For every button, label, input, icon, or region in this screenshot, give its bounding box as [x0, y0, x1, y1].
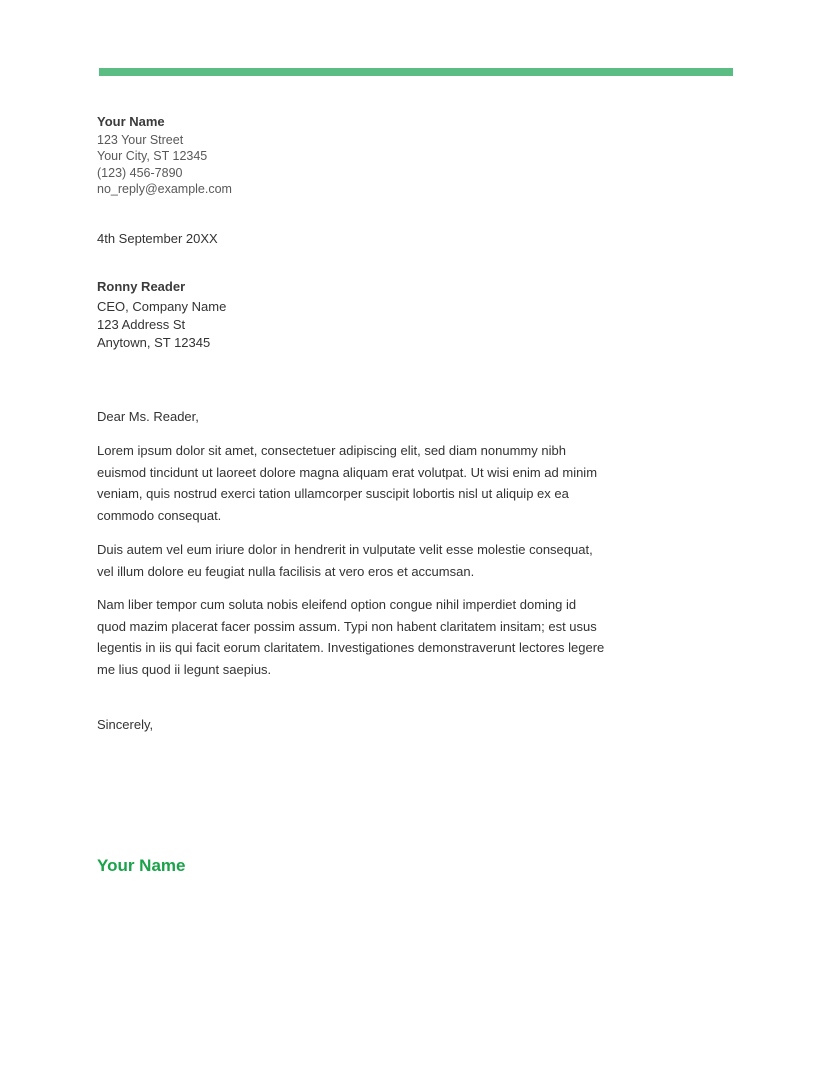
- header-accent-rule: [99, 68, 733, 76]
- sender-street: 123 Your Street: [97, 133, 184, 147]
- sender-phone: (123) 456-7890: [97, 165, 183, 180]
- body-paragraph-1: Lorem ipsum dolor sit amet, consectetuer adipiscing elit, sed diam nonummy nibh euismod tincidunt ut laoreet dolore magna aliquam erat volutpat. Ut wisi enim ad minim veniam, quis nostrud exerci tation ullamcorper suscipit lobortis nisl ut aliquip ex ea commodo consequat.: [97, 443, 598, 523]
- recipient-name: Ronny Reader: [97, 279, 186, 294]
- recipient-address: 123 Address St: [97, 317, 186, 332]
- salutation: Dear Ms. Reader,: [97, 409, 199, 424]
- sender-name: Your Name: [97, 114, 165, 129]
- recipient-block: [97, 278, 497, 352]
- recipient-city: Anytown, ST 12345: [97, 335, 211, 350]
- recipient-title: CEO, Company Name: [97, 299, 227, 314]
- body-paragraph-2: Duis autem vel eum iriure dolor in hendrerit in vulputate velit esse molestie consequat, vel illum dolore eu feugiat nulla facilisis at vero eros et accumsan.: [97, 542, 593, 579]
- signature-name: Your Name: [97, 856, 186, 875]
- sender-city: Your City, ST 12345: [97, 149, 208, 164]
- letter-date: 4th September 20XX: [97, 231, 218, 246]
- sender-email: no_reply@example.com: [97, 181, 232, 196]
- sender-block: [97, 113, 497, 197]
- closing: Sincerely,: [97, 717, 154, 732]
- body-paragraph-3: Nam liber tempor cum soluta nobis eleifend option congue nihil imperdiet doming id quod mazim placerat facer possim assum. Typi non habent claritatem insitam; est usus legentis in iis qui facit eorum claritatem. Investigationes demonstraverunt lectores legere me lius quod ii legunt saepius.: [97, 597, 605, 677]
